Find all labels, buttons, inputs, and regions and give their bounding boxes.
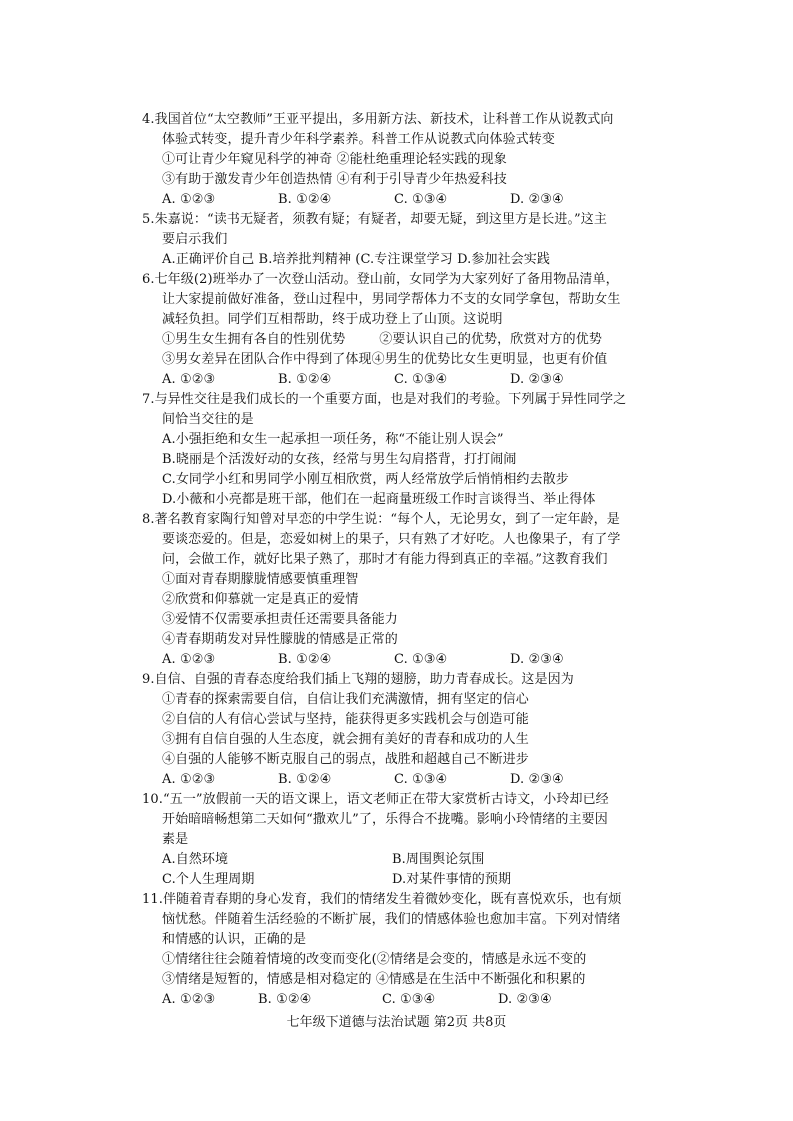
option-d: D. ②③④	[510, 192, 564, 207]
option-b: B.晓丽是个活泼好动的女孩，经常与男生勾肩搭背，打打闹闹	[162, 452, 517, 467]
option-b: B. ①②④	[258, 992, 312, 1007]
statement: ③拥有自信自强的人生态度，就会拥有美好的青春和成功的人生	[162, 732, 529, 747]
answer-options: A.正确评价自己 B.培养批判精神 (C.专注课堂学习 D.参加社会实践	[162, 252, 550, 267]
option-b: B. ①②④	[278, 192, 332, 207]
question-stem: 要启示我们	[162, 232, 228, 247]
question-5	[142, 210, 702, 270]
question-stem: 问，会做工作，就好比果子熟了，那时才有能力得到真正的幸福。”这教育我们	[162, 552, 608, 567]
question-stem: 11.伴随着青春期的身心发育，我们的情绪发生着微妙变化，既有喜悦欢乐，也有烦	[142, 892, 622, 907]
option-a: A.自然环境	[162, 852, 229, 867]
question-stem: 4.我国首位“太空教师”王亚平提出，多用新方法、新技术，让科普工作从说教式向	[142, 112, 614, 127]
question-list	[142, 110, 702, 1010]
option-c: C. ①③④	[394, 372, 448, 387]
question-stem: 要谈恋爱的。但是，恋爱如树上的果子，只有熟了才好吃。人也像果子，有了学	[162, 532, 621, 547]
option-d: D. ②③④	[498, 992, 552, 1007]
option-a: A. ①②③	[162, 192, 216, 207]
option-c: C.女同学小红和男同学小刚互相欣赏，两人经常放学后悄悄相约去散步	[162, 472, 569, 487]
answer-options	[142, 990, 702, 1010]
answer-options	[142, 650, 702, 670]
question-11	[142, 890, 702, 1010]
option-d: D.对某件事情的预期	[392, 872, 512, 887]
option-c: C. ①③④	[394, 192, 448, 207]
option-a: A. ①②③	[162, 992, 216, 1007]
statement: ①情绪往往会随着情境的改变而变化(②情绪是会变的，情感是永远不变的	[162, 952, 587, 967]
statement: ②自信的人有信心尝试与坚持，能获得更多实践机会与创造可能	[162, 712, 529, 727]
question-stem: 8.著名教育家陶行知曾对早恋的中学生说：“每个人，无论男女，到了一定年龄，是	[142, 512, 620, 527]
question-stem: 5.朱嘉说：“读书无疑者，须教有疑；有疑者，却要无疑，到这里方是长进。”这主	[142, 212, 607, 227]
option-c: C. ①③④	[394, 772, 448, 787]
option-a: A. ①②③	[162, 772, 216, 787]
option-c: C. ①③④	[394, 652, 448, 667]
question-stem: 间恰当交往的是	[162, 412, 254, 427]
answer-options	[142, 850, 702, 870]
question-6	[142, 270, 702, 390]
statement: ②欣赏和仰慕就一定是真正的爱情	[162, 592, 359, 607]
statement: ③爱情不仅需要承担责任还需要具备能力	[162, 612, 398, 627]
statement: ③情绪是短暂的，情感是相对稳定的 ④情感是在生活中不断强化和积累的	[162, 972, 586, 987]
page-footer: 七年级下道德与法治试题 第2页 共8页	[286, 1015, 507, 1030]
option-d: D. ②③④	[510, 652, 564, 667]
option-c: C. ①③④	[382, 992, 436, 1007]
question-stem: 体验式转变，提升青少年科学素养。科普工作从说教式向体验式转变	[162, 132, 556, 147]
option-b: B. ①②④	[278, 652, 332, 667]
statement: ①可让青少年窥见科学的神奇 ②能杜绝重理论轻实践的现象	[162, 152, 507, 167]
question-stem: 9.自信、自强的青春态度给我们插上飞翔的翅膀，助力青春成长。这是因为	[142, 672, 574, 687]
question-stem: 开始暗暗畅想第二天如何“撒欢儿”了，乐得合不拢嘴。影响小玲情绪的主要因	[162, 812, 608, 827]
question-stem: 6.七年级(2)班举办了一次登山活动。登山前，女同学为大家列好了备用物品清单，	[142, 272, 619, 287]
option-d: D. ②③④	[510, 372, 564, 387]
answer-options	[142, 370, 702, 390]
question-stem: 素是	[162, 832, 189, 847]
question-10	[142, 790, 702, 890]
option-b: B. ①②④	[278, 772, 332, 787]
question-stem: 恼忧愁。伴随着生活经验的不断扩展，我们的情感体验也愈加丰富。下列对情绪	[162, 912, 621, 927]
option-c: C.个人生理周期	[162, 872, 255, 887]
option-b: B. ①②④	[278, 372, 332, 387]
statement: ③有助于激发青少年创造热情 ④有利于引导青少年热爱科技	[162, 172, 507, 187]
question-stem: 减轻负担。同学们互相帮助，终于成功登上了山顶。这说明	[162, 312, 503, 327]
option-a: A. ①②③	[162, 652, 216, 667]
answer-options	[142, 870, 702, 890]
option-a: A.小强拒绝和女生一起承担一项任务，称“不能让别人误会”	[162, 432, 504, 447]
option-d: D.小薇和小亮都是班干部，他们在一起商量班级工作时言谈得当、举止得体	[162, 492, 596, 507]
answer-options	[142, 770, 702, 790]
option-a: A. ①②③	[162, 372, 216, 387]
question-9	[142, 670, 702, 790]
question-stem: 10.“五一”放假前一天的语文课上，语文老师正在带大家赏析古诗文，小玲却已经	[142, 792, 609, 807]
statement: ④青春期萌发对异性朦胧的情感是正常的	[162, 632, 398, 647]
option-d: D. ②③④	[510, 772, 564, 787]
question-stem: 7.与异性交往是我们成长的一个重要方面，也是对我们的考验。下列属于异性同学之	[142, 392, 627, 407]
answer-options	[142, 190, 702, 210]
question-4	[142, 110, 702, 210]
question-8	[142, 510, 702, 670]
question-stem: 和情感的认识，正确的是	[162, 932, 307, 947]
statement: ①男生女生拥有各自的性别优势 ②要认识自己的优势，欣赏对方的优势	[162, 332, 602, 347]
option-b: B.周围舆论氛围	[392, 852, 485, 867]
statement: ④自强的人能够不断克服自己的弱点，战胜和超越自己不断进步	[162, 752, 529, 767]
statement: ①面对青春期朦胧情感要慎重理智	[162, 572, 359, 587]
statement: ③男女差异在团队合作中得到了体现④男生的优势比女生更明显，也更有价值	[162, 352, 608, 367]
statement: ①青春的探索需要自信，自信让我们充满激情，拥有坚定的信心	[162, 692, 529, 707]
question-stem: 让大家提前做好准备，登山过程中，男同学帮体力不支的女同学拿包，帮助女生	[162, 292, 621, 307]
question-7	[142, 390, 702, 510]
